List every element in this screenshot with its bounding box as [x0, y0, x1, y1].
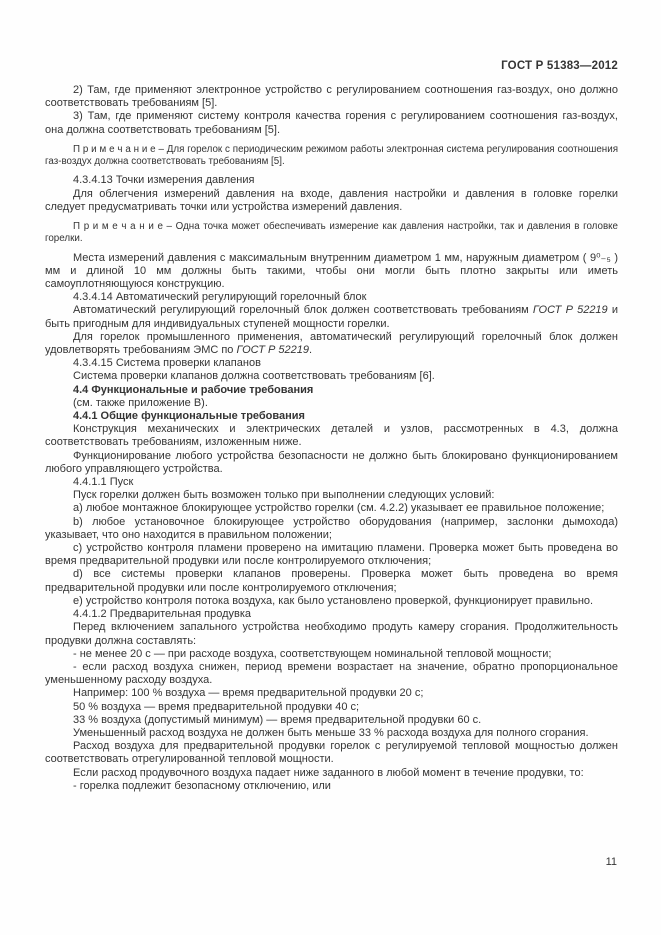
- text-run: .: [309, 344, 313, 357]
- document-body: [45, 84, 618, 793]
- standard-reference: ГОСТ Р 52219: [532, 304, 608, 317]
- body-paragraph-dimension: Места измерений давления с максимальным внутренним диаметром 1 мм, наружным диаметром ( 9⁰₋₅ ) мм и длиной 10 мм должны быть такими, чтобы они могли быть плотно закрыты или иметь самоуплотняющуюся конструкцию.: [45, 251, 618, 291]
- body-paragraph: Система проверки клапанов должна соответствовать требованиям [6].: [73, 370, 435, 383]
- example-line: Например: 100 % воздуха — время предварительной продувки 20 с;: [73, 687, 424, 700]
- list-item-d: d) все системы проверки клапанов проверены. Проверка может быть проведена во время предварительной продувки или после контролируемого отключения;: [45, 568, 618, 594]
- body-paragraph: Функционирование любого устройства безопасности не должно быть блокировано функционированием любого управляющего устройства.: [45, 449, 618, 475]
- list-item-e: e) устройство контроля потока воздуха, как было установлено проверкой, функционирует правильно.: [73, 594, 594, 607]
- section-heading-4-4: 4.4 Функциональные и рабочие требования: [73, 383, 314, 396]
- text-run: Для горелок промышленного применения, автоматический регулирующий горелочный блок должен удовлетворять требованиям ЭМС по: [45, 330, 618, 357]
- body-paragraph: Если расход продувочного воздуха падает ниже заданного в любой момент в течение продувки, то:: [73, 766, 584, 779]
- dash-list-item: - не менее 20 с — при расходе воздуха, соответствующем номинальной тепловой мощности;: [73, 647, 552, 660]
- body-paragraph: Для облегчения измерений давления на входе, давления настройки и давления в головке горелки следует предусматривать точки или устройства измерений давления.: [45, 187, 618, 213]
- text-run: Автоматический регулирующий горелочный блок должен соответствовать требованиям: [73, 304, 533, 317]
- page-number: 11: [605, 856, 617, 868]
- body-paragraph: (см. также приложение В).: [73, 396, 208, 409]
- body-paragraph: 2) Там, где применяют электронное устройство с регулированием соотношения газ-воздух, оно должно соответствовать требованиям [5].: [45, 84, 618, 110]
- list-item-b: b) любое установочное блокирующее устройство оборудования (например, заслонки дымохода) указывает, что оно находится в правильном положении;: [45, 515, 618, 541]
- dash-list-item: - если расход воздуха снижен, период времени возрастает на значение, обратно пропорциональное уменьшенному расходу воздуха.: [45, 660, 618, 687]
- clause-heading-4-4-1-1: 4.4.1.1 Пуск: [73, 476, 134, 489]
- clause-heading-4-4-1-2: 4.4.1.2 Предварительная продувка: [73, 608, 252, 621]
- standard-reference: ГОСТ Р 52219: [236, 344, 310, 357]
- standard-number-header: ГОСТ Р 51383—2012: [501, 60, 618, 72]
- body-paragraph: [45, 304, 618, 330]
- clause-heading-4-3-4-13: 4.3.4.13 Точки измерения давления: [73, 174, 255, 187]
- text-run: и быть пригодным для индивидуальных ступеней мощности горелки.: [45, 304, 618, 330]
- section-heading-4-4-1: 4.4.1 Общие функциональные требования: [73, 410, 305, 423]
- body-paragraph: Расход воздуха для предварительной продувки горелок с регулируемой тепловой мощностью должен соответствовать отрегулированной тепловой мощности.: [45, 740, 618, 766]
- note-paragraph: П р и м е ч а н и е – Для горелок с периодическим режимом работы электронная система регулирования соотношения газ-воздух должна соответствовать требованиям [5].: [45, 143, 618, 167]
- body-paragraph: Перед включением запального устройства необходимо продуть камеру сгорания. Продолжительность продувки должна составлять:: [45, 621, 618, 647]
- body-paragraph: [45, 331, 618, 357]
- body-paragraph: Пуск горелки должен быть возможен только при выполнении следующих условий:: [73, 489, 495, 502]
- example-line: 50 % воздуха — время предварительной продувки 40 с;: [73, 700, 360, 713]
- dash-list-item: - горелка подлежит безопасному отключению, или: [73, 779, 331, 792]
- body-paragraph: 3) Там, где применяют систему контроля качества горения с регулированием соотношения газ-воздух, она должна соответствовать требованиям [5].: [45, 110, 618, 136]
- example-line: 33 % воздуха (допустимый минимум) — время предварительной продувки 60 с.: [73, 713, 482, 726]
- body-paragraph: Конструкция механических и электрических деталей и узлов, рассмотренных в 4.3, должна соответствовать требованиям, изложенным ниже.: [45, 423, 618, 449]
- clause-heading-4-3-4-14: 4.3.4.14 Автоматический регулирующий горелочный блок: [73, 291, 367, 304]
- list-item-a: a) любое монтажное блокирующее устройство горелки (см. 4.2.2) указывает ее правильное положение;: [73, 502, 605, 515]
- body-paragraph: Уменьшенный расход воздуха не должен быть меньше 33 % расхода воздуха для полного сгорания.: [73, 726, 589, 739]
- list-item-c: c) устройство контроля пламени проверено на имитацию пламени. Проверка может быть проведена во время предварительной продувки или после контролируемого отключения;: [45, 542, 618, 568]
- clause-heading-4-3-4-15: 4.3.4.15 Система проверки клапанов: [73, 357, 261, 370]
- note-paragraph: П р и м е ч а н и е – Одна точка может обеспечивать измерение как давления настройки, так и давления в головке горелки.: [45, 221, 618, 244]
